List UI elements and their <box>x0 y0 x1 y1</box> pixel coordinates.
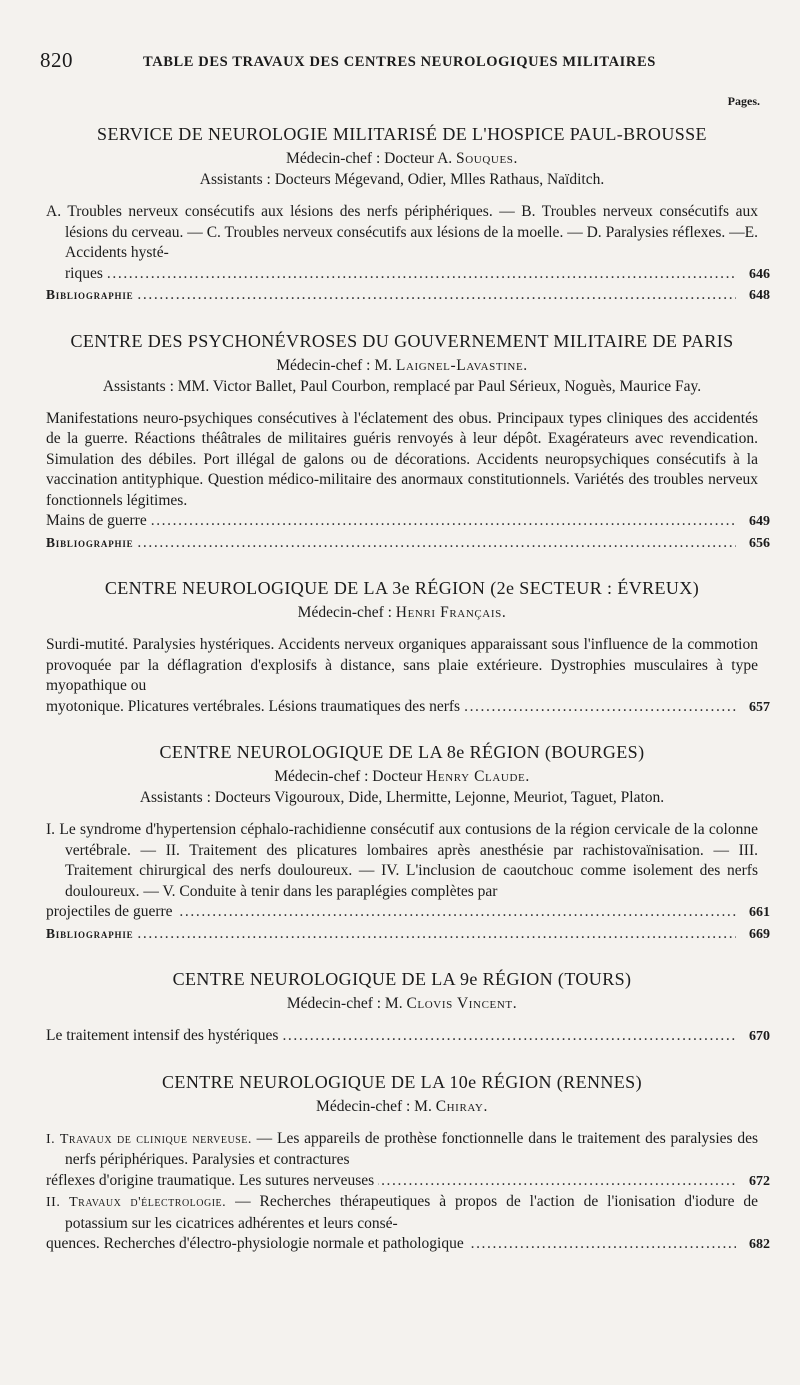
running-header <box>40 48 760 78</box>
section-title: CENTRE NEUROLOGIQUE DE LA 10e RÉGION (RENNES) <box>162 1071 642 1092</box>
section-title: SERVICE DE NEUROLOGIE MILITARISÉ DE L'HOSPICE PAUL-BROUSSE <box>97 124 707 144</box>
toc-content <box>46 122 770 1278</box>
page-ref: 672 <box>749 1173 770 1189</box>
section-10e-region-rennes <box>46 1070 770 1256</box>
page-ref: 661 <box>749 905 770 920</box>
section-title: CENTRE NEUROLOGIQUE DE LA 3e RÉGION (2e SECTEUR : ÉVREUX) <box>104 578 700 598</box>
toc-entry: A. Troubles nerveux consécutifs aux lésions des nerfs périphériques. — B. Troubles nerveux consécutifs aux lésions du cerveau. — C. Troubles nerveux consécutifs aux lésions de la moelle. — D. Paralysies réflexes. —E. Accidents hysté- riques ..... 646 <box>46 202 758 285</box>
bibliography-entry: Bibliographie ..... 648 <box>46 285 758 307</box>
bibliography-entry: Bibliographie ..... 669 <box>46 924 758 946</box>
section-psychonevroses-paris <box>46 329 770 555</box>
page-ref: 648 <box>749 288 770 303</box>
page-ref: 682 <box>749 1237 770 1252</box>
section-8e-region-bourges <box>46 740 770 945</box>
chief-physician: Médecin-chef : Docteur Henry Claude. <box>274 768 530 785</box>
section-paul-brousse <box>46 122 770 307</box>
chief-physician: Médecin-chef : Henri Français. <box>297 604 507 621</box>
toc-entry: I. Le syndrome d'hypertension céphalo-rachidienne consécutif aux contusions de la région cervicale de la colonne vertébrale. — II. Traitement des plicatures lombaires après anesthésie par rachistovaïnisation. — III. Traitement chirurgical des nerfs douloureux. — IV. L'inclusion de caoutchouc comme isolement des nerfs douloureux. — V. Conduite à tenir dans les paraplégies complètes par projectiles de guerre ..... 661 <box>46 820 758 924</box>
page-ref: 656 <box>749 535 770 551</box>
entries <box>46 202 770 307</box>
page-ref: 669 <box>749 926 770 942</box>
toc-entry: I. Travaux de clinique nerveuse. — Les appareils de prothèse fonctionnelle dans le traitement des paralysies des nerfs périphériques. Paralysies et contractures réflexes d'origine traumatique. Les sutures nerveuses ..... 672 <box>46 1129 758 1193</box>
assistants: Assistants : Docteurs Mégevand, Odier, Mlles Rathaus, Naïditch. <box>199 171 605 188</box>
page-ref: 657 <box>749 699 770 715</box>
chief-physician: Médecin-chef : M. Clovis Vincent. <box>286 995 518 1012</box>
section-3e-region-evreux <box>46 576 770 718</box>
page-ref: 646 <box>749 266 770 282</box>
entries <box>46 409 770 555</box>
toc-entry: Manifestations neuro-psychiques consécutives à l'éclatement des obus. Principaux types cliniques des accidentés de la guerre. Réactions théâtrales de militaires guéris renvoyés à leur dépôt. Exagérateurs avec revendication. Simulation des débiles. Port illégal de galons ou de décorations. Accidents neuropsychiques consécutifs à la vaccination antityphique. Question médico-militaire des anormaux constitutionnels. Variétés des troubles nerveux fonctionnels légitimes. Mains de guerre ..... 649 <box>46 409 758 533</box>
assistants: Assistants : Docteurs Vigouroux, Dide, Lhermitte, Lejonne, Meuriot, Taguet, Platon. <box>139 789 665 806</box>
toc-entry: II. Travaux d'électrologie. — Recherches thérapeutiques à propos de l'action de l'ionisation d'iodure de potassium sur les cicatrices adhérentes et leurs consé- quences. Recherches d'électro-physiologie normale et pathologique ..... 682 <box>46 1192 758 1256</box>
toc-entry: Le traitement intensif des hystériques ..... 670 <box>46 1026 758 1048</box>
entries <box>46 1026 770 1048</box>
section-9e-region-tours <box>46 967 770 1048</box>
page-ref: 649 <box>749 514 770 529</box>
bibliography-entry: Bibliographie ..... 656 <box>46 533 758 555</box>
page-number: 820 <box>40 48 73 72</box>
section-title: CENTRE NEUROLOGIQUE DE LA 8e RÉGION (BOURGES) <box>159 742 645 762</box>
entries <box>46 820 770 945</box>
chief-physician: Médecin-chef : M. Laignel-Lavastine. <box>276 356 528 374</box>
pages-column-label: Pages. <box>727 94 760 108</box>
entries <box>46 635 770 718</box>
toc-entry: Surdi-mutité. Paralysies hystériques. Accidents nerveux organiques apparaissant sous l'influence de la commotion provoquée par la déflagration d'explosifs à distance, sans plaie extérieure. Dystrophies musculaires à type myopathique ou myotonique. Plicatures vertébrales. Lésions traumatiques des nerfs ..... 657 <box>46 635 758 718</box>
page-ref: 670 <box>749 1029 770 1044</box>
section-title: CENTRE NEUROLOGIQUE DE LA 9e RÉGION (TOURS) <box>172 969 632 989</box>
chief-physician: Médecin-chef : M. Chiray. <box>316 1097 488 1115</box>
section-title: CENTRE DES PSYCHONÉVROSES DU GOUVERNEMENT MILITAIRE DE PARIS <box>70 330 734 351</box>
entries <box>46 1129 770 1256</box>
running-title: TABLE DES TRAVAUX DES CENTRES NEUROLOGIQUES MILITAIRES <box>143 54 656 70</box>
assistants: Assistants : MM. Victor Ballet, Paul Courbon, remplacé par Paul Sérieux, Noguès, Maurice Fay. <box>102 377 702 395</box>
chief-physician: Médecin-chef : Docteur A. Souques. <box>286 150 518 167</box>
